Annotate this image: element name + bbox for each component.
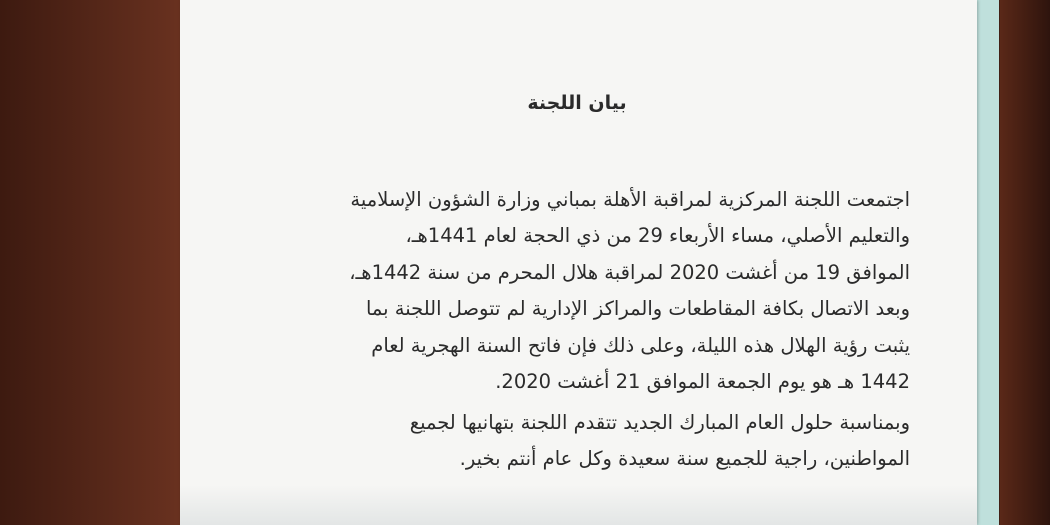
text-line: وبمناسبة حلول العام المبارك الجديد تتقدم اللجنة بتهانيها لجميع xyxy=(409,411,910,434)
text-line: والتعليم الأصلي، مساء الأربعاء 29 من ذي الحجة لعام 1441هـ، xyxy=(405,224,910,248)
document-page xyxy=(180,0,977,525)
text-line: وبعد الاتصال بكافة المقاطعات والمراكز الإدارية لم تتوصل اللجنة بما xyxy=(365,297,910,321)
text-line: الموافق 19 من أغشت 2020 لمراقبة هلال المحرم من سنة 1442هـ، xyxy=(349,260,910,284)
text-line: 1442 هـ هو يوم الجمعة الموافق 21 أغشت 2020. xyxy=(495,370,910,394)
desk-right-shadow xyxy=(1000,0,1050,525)
text-line: اجتمعت اللجنة المركزية لمراقبة الأهلة بمباني وزارة الشؤون الإسلامية xyxy=(350,188,910,211)
desk-left-shadow xyxy=(0,0,185,525)
document-title: بيان اللجنة xyxy=(527,92,627,114)
paragraph-greeting xyxy=(250,405,910,478)
text-line: المواطنين، راجية للجميع سنة سعيدة وكل عام أنتم بخير. xyxy=(459,447,910,471)
text-line: يثبت رؤية الهلال هذه الليلة، وعلى ذلك فإن فاتح السنة الهجرية لعام xyxy=(371,333,910,357)
paper-bottom-shading xyxy=(180,485,977,525)
paragraph-announcement xyxy=(250,182,910,400)
